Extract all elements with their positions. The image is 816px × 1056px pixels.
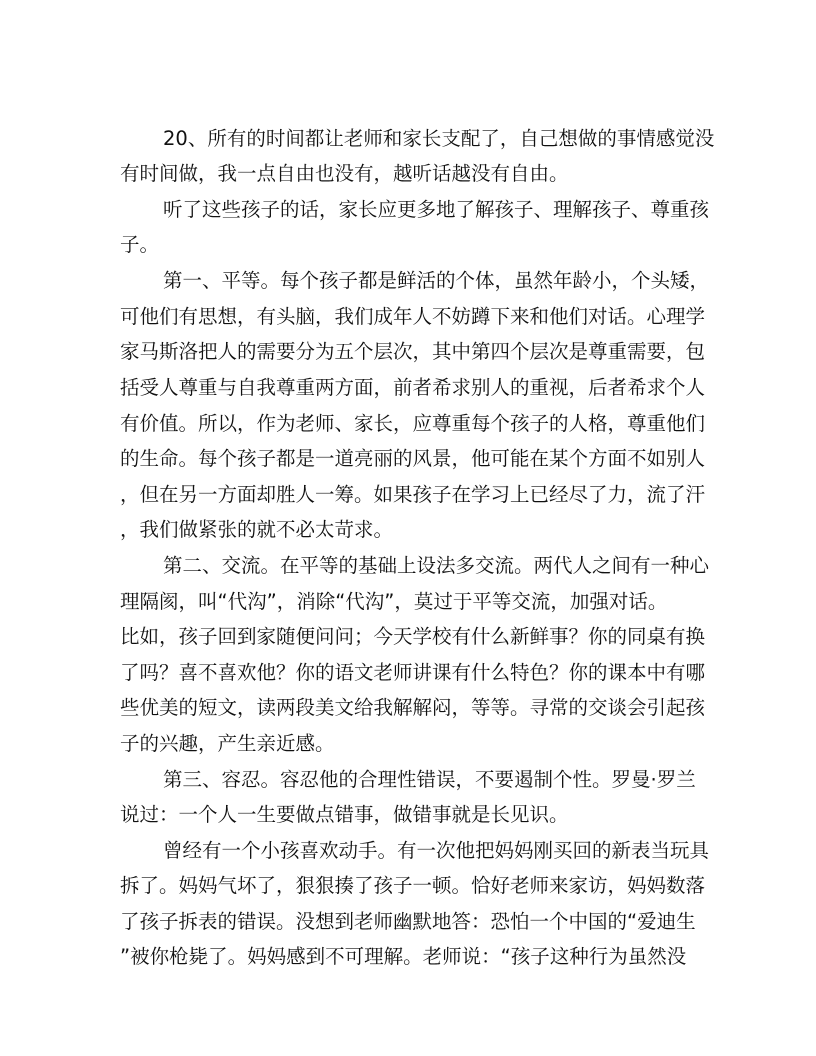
paragraph-communication-line-3: 比如，孩子回到家随便问问；今天学校有什么新鲜事？你的同桌有换 bbox=[120, 625, 706, 648]
paragraph-tolerance-line-2: 说过：一个人一生要做点错事，做错事就是长见识。 bbox=[120, 803, 569, 826]
paragraph-intro-line-1: 听了这些孩子的话，家长应更多地了解孩子、理解孩子、尊重孩 bbox=[163, 198, 710, 221]
paragraph-communication-line-5: 些优美的短文，读两段美文给我解解闷，等等。寻常的交谈会引起孩 bbox=[120, 696, 706, 719]
paragraph-equality-line-1: 第一、平等。每个孩子都是鲜活的个体，虽然年龄小，个头矮， bbox=[163, 269, 710, 292]
paragraph-communication-line-2: 理隔阂，叫“代沟”，消除“代沟”，莫过于平等交流，加强对话。 bbox=[120, 590, 668, 613]
paragraph-tolerance-line-1: 第三、容忍。容忍他的合理性错误，不要遏制个性。罗曼·罗兰 bbox=[163, 768, 696, 791]
paragraph-story-line-2: 拆了。妈妈气坏了，狠狠揍了孩子一顿。恰好老师来家访，妈妈数落 bbox=[120, 874, 706, 897]
paragraph-intro-line-2: 子。 bbox=[120, 233, 160, 256]
paragraph-equality-line-8: ，我们做紧张的就不必太苛求。 bbox=[120, 518, 394, 541]
paragraph-20-line-2: 有时间做，我一点自由也没有，越听话越没有自由。 bbox=[120, 162, 569, 185]
paragraph-equality-line-4: 括受人尊重与自我尊重两方面，前者希求别人的重视，后者希求个人 bbox=[120, 376, 706, 399]
paragraph-equality-line-6: 的生命。每个孩子都是一道亮丽的风景，他可能在某个方面不如别人 bbox=[120, 447, 706, 470]
paragraph-story-line-4: ”被你枪毙了。妈妈感到不可理解。老师说：“孩子这种行为虽然没 bbox=[120, 945, 687, 968]
paragraph-equality-line-7: ，但在另一方面却胜人一筹。如果孩子在学习上已经尽了力，流了汗 bbox=[120, 483, 706, 506]
paragraph-communication-line-1: 第二、交流。在平等的基础上设法多交流。两代人之间有一种心 bbox=[163, 554, 710, 577]
paragraph-equality-line-2: 可他们有思想，有头脑，我们成年人不妨蹲下来和他们对话。心理学 bbox=[120, 305, 706, 328]
paragraph-equality-line-5: 有价值。所以，作为老师、家长，应尊重每个孩子的人格，尊重他们 bbox=[120, 412, 706, 435]
paragraph-story-line-3: 了孩子拆表的错误。没想到老师幽默地答：恐怕一个中国的“爱迪生 bbox=[120, 910, 696, 933]
paragraph-20-line-1: 20、所有的时间都让老师和家长支配了，自己想做的事情感觉没 bbox=[163, 127, 715, 150]
paragraph-equality-line-3: 家马斯洛把人的需要分为五个层次，其中第四个层次是尊重需要，包 bbox=[120, 340, 706, 363]
paragraph-communication-line-6: 子的兴趣，产生亲近感。 bbox=[120, 732, 335, 755]
paragraph-communication-line-4: 了吗？喜不喜欢他？你的语文老师讲课有什么特色？你的课本中有哪 bbox=[120, 661, 706, 684]
paragraph-story-line-1: 曾经有一个小孩喜欢动手。有一次他把妈妈刚买回的新表当玩具 bbox=[163, 839, 710, 862]
